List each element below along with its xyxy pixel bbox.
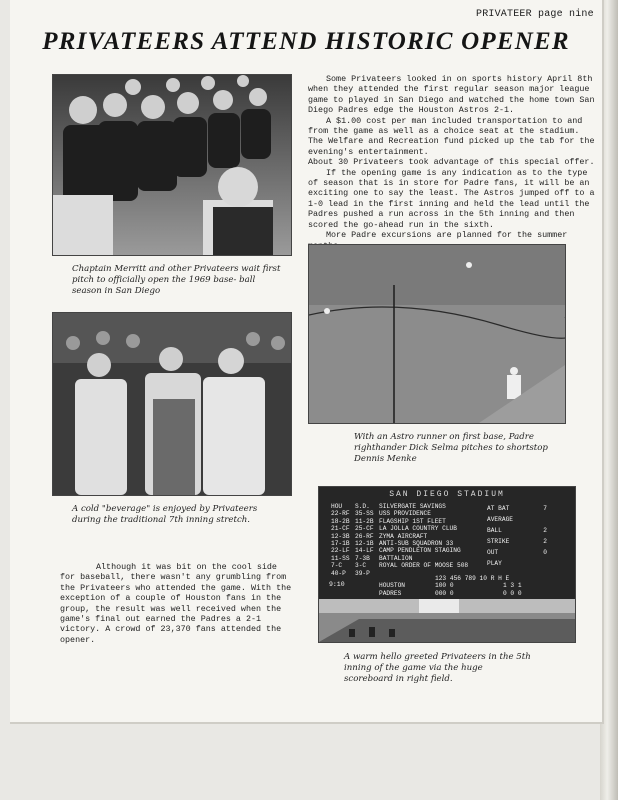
linescore-header: 123 456 789 10 R H E: [435, 575, 510, 582]
scoreboard-count-panel: [487, 503, 547, 569]
caption-crowd: Chaptain Merritt and other Privateers wait first pitch to officially open the 1969 base- ball season in San Diego: [72, 264, 281, 296]
scoreboard-row: 22-RF 35-SS USS PROVIDENCE: [331, 510, 431, 518]
count-row: PLAY: [487, 560, 502, 567]
scoreboard-row: 40-P 39-P: [331, 569, 370, 577]
page-label: PRIVATEER page nine: [476, 9, 594, 20]
scoreboard-row: 11-SS 7-3B BATTALION: [331, 554, 413, 562]
scoreboard-row: 22-LF 14-LF CAMP PENDLETON STAGING: [331, 547, 461, 555]
scoreboard-row: 18-2B 11-2B FLAGSHIP 1ST FLEET: [331, 517, 446, 525]
article-paragraph: More Padre excursions are planned for the summer: [326, 230, 568, 241]
photo-beverage: [52, 312, 292, 496]
caption-field: With an Astro runner on first base, Padre righthander Dick Selma pitches to shortstop Dennis Menke: [354, 432, 548, 464]
linescore-row: PADRES 000 0 0 0 0: [379, 589, 522, 597]
caption-beverage: A cold "beverage" is enjoyed by Privateers during the traditional 7th inning stretch.: [72, 504, 258, 525]
headline: PRIVATEERS ATTEND HISTORIC OPENER: [42, 28, 570, 55]
beverage-photo-graphic: [53, 313, 291, 495]
article-top: [308, 74, 596, 251]
count-row: BALL 2: [487, 527, 547, 534]
linescore-row: HOUSTON 100 0 1 3 1: [379, 582, 522, 590]
scoreboard-row: HOU S.D. SILVERGATE SAVINGS: [331, 503, 446, 510]
scoreboard-row: 7-C 3-C ROYAL ORDER OF MOOSE 508: [331, 562, 469, 570]
scoreboard-title: SAN DIEGO STADIUM: [389, 490, 505, 499]
article-paragraph: If the opening game is any indication as to the type of season that is in store for Padre fans, it will be an exciting one to say the least. The Astros jumped off to a 1-0 lead in the first inning and held the lead until the Padres pushed a run across in the 5th inning and then scored the go-ahead run in the sixth.: [308, 167, 595, 230]
count-row: STRIKE 2: [487, 538, 547, 545]
crowd-photo-graphic: [53, 75, 291, 255]
article-paragraph: About 30 Privateers took advantage of this special offer.: [308, 157, 595, 168]
newsletter-page: [10, 0, 604, 724]
article-paragraph: A $1.00 cost per man included transportation to and from the game as well as a choice seat at the stadium. The Welfare and Recreation fund picked up the tab for the evening's entertainment.: [308, 115, 595, 157]
photo-field-action: [308, 244, 566, 424]
photo-scoreboard: [318, 486, 576, 643]
scoreboard-row: 12-3B 26-RF ZYMA AIRCRAFT: [331, 532, 428, 540]
scoreboard-base-graphic: [319, 599, 575, 642]
article-paragraph: Some Privateers looked in on sports history April 8th when they attended the first regular season major league game to played in San Diego and watched the home town San Diego Padres edge the Houston Astros 2-1.: [308, 74, 595, 116]
scoreboard-clock: 9:10: [329, 581, 345, 588]
count-row: AVERAGE: [487, 516, 513, 523]
photo-crowd-waiting: [52, 74, 292, 256]
article-bottom: [60, 562, 292, 645]
scoreboard-linescore: [379, 575, 522, 597]
field-photo-graphic: [309, 245, 565, 423]
scoreboard-row: 17-1B 12-1B ANTI-SUB SQUADRON 33: [331, 540, 454, 548]
count-row: AT BAT 7: [487, 505, 547, 512]
scoreboard-row: 21-CF 25-CF LA JOLLA COUNTRY CLUB: [331, 525, 457, 533]
caption-scoreboard: A warm hello greeted Privateers in the 5th inning of the game via the huge scoreboard in right field.: [344, 652, 531, 684]
article-paragraph: Although it was bit on the cool side for baseball, there wasn't any grumbling from the Privateers who attended the game. With the exception of a couple of Houston fans in the group, the result was well received when the game's final out earned the Padres a 2-1 victory. A crowd of 23,370 fans attended the opener.: [60, 562, 292, 645]
count-row: OUT 0: [487, 549, 547, 556]
